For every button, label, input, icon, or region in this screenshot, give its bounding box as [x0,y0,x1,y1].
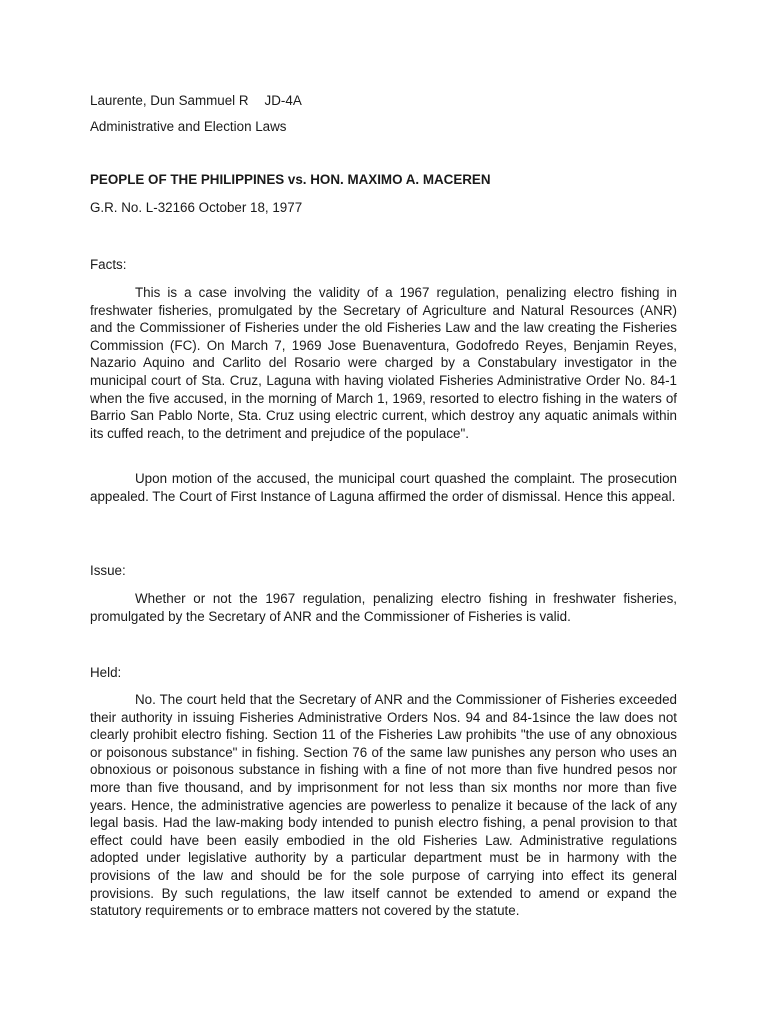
facts-heading: Facts: [90,257,127,272]
case-title: PEOPLE OF THE PHILIPPINES vs. HON. MAXIMO A. MACEREN [90,172,491,187]
course-code: JD-4A [264,93,302,108]
issue-paragraph: Whether or not the 1967 regulation, penalizing electro fishing in freshwater fisheries, promulgated by the Secretary of ANR and the Commissioner of Fisheries is valid. [90,591,677,624]
held-heading: Held: [90,665,122,680]
gr-number: G.R. No. L-32166 October 18, 1977 [90,200,303,215]
facts-paragraph: Upon motion of the accused, the municipal court quashed the complaint. The prosecution appealed. The Court of First Instance of Laguna affirmed the order of dismissal. Hence this appeal. [90,471,677,504]
facts-paragraph: This is a case involving the validity of a 1967 regulation, penalizing electro fishing in freshwater fisheries, promulgated by the Secretary of Agriculture and Natural Resources (ANR) and the Commissioner of Fisheries under the old Fisheries Law and the law creating the Fisheries Commission (FC). On March 7, 1969 Jose Buenaventura, Godofredo Reyes, Benjamin Reyes, Nazario Aquino and Carlito del Rosario were charged by a Constabulary investigator in the municipal court of Sta. Cruz, Laguna with having violated Fisheries Administrative Order No. 84-1 when the five accused, in the morning of March 1, 1969, resorted to electro fishing in the waters of Barrio San Pablo Norte, Sta. Cruz using electric current, which destroy any aquatic animals within its cuffed reach, to the detriment and prejudice of the populace". [90,285,677,441]
held-paragraph: No. The court held that the Secretary of ANR and the Commissioner of Fisheries exceeded their authority in issuing Fisheries Administrative Orders Nos. 94 and 84-1since the law does not clearly prohibit electro fishing. Section 11 of the Fisheries Law prohibits "the use of any obnoxious or poisonous substance" in fishing. Section 76 of the same law punishes any person who uses an obnoxious or poisonous substance in fishing with a fine of not more than five hundred pesos nor more than five thousand, and by imprisonment for not less than six months nor more than five years. Hence, the administrative agencies are powerless to penalize it because of the lack of any legal basis. Had the law-making body intended to punish electro fishing, a penal provision to that effect could have been easily embodied in the old Fisheries Law. Administrative regulations adopted under legislative authority by a particular department must be in harmony with the provisions of the law and should be for the sole purpose of carrying into effect its general provisions. By such regulations, the law itself cannot be extended to amend or expand the statutory requirements or to embrace matters not covered by the statute. [90,692,677,919]
author-name: Laurente, Dun Sammuel R [90,93,249,108]
issue-heading: Issue: [90,563,126,578]
subject-name: Administrative and Election Laws [90,119,287,134]
author-line [90,92,302,110]
